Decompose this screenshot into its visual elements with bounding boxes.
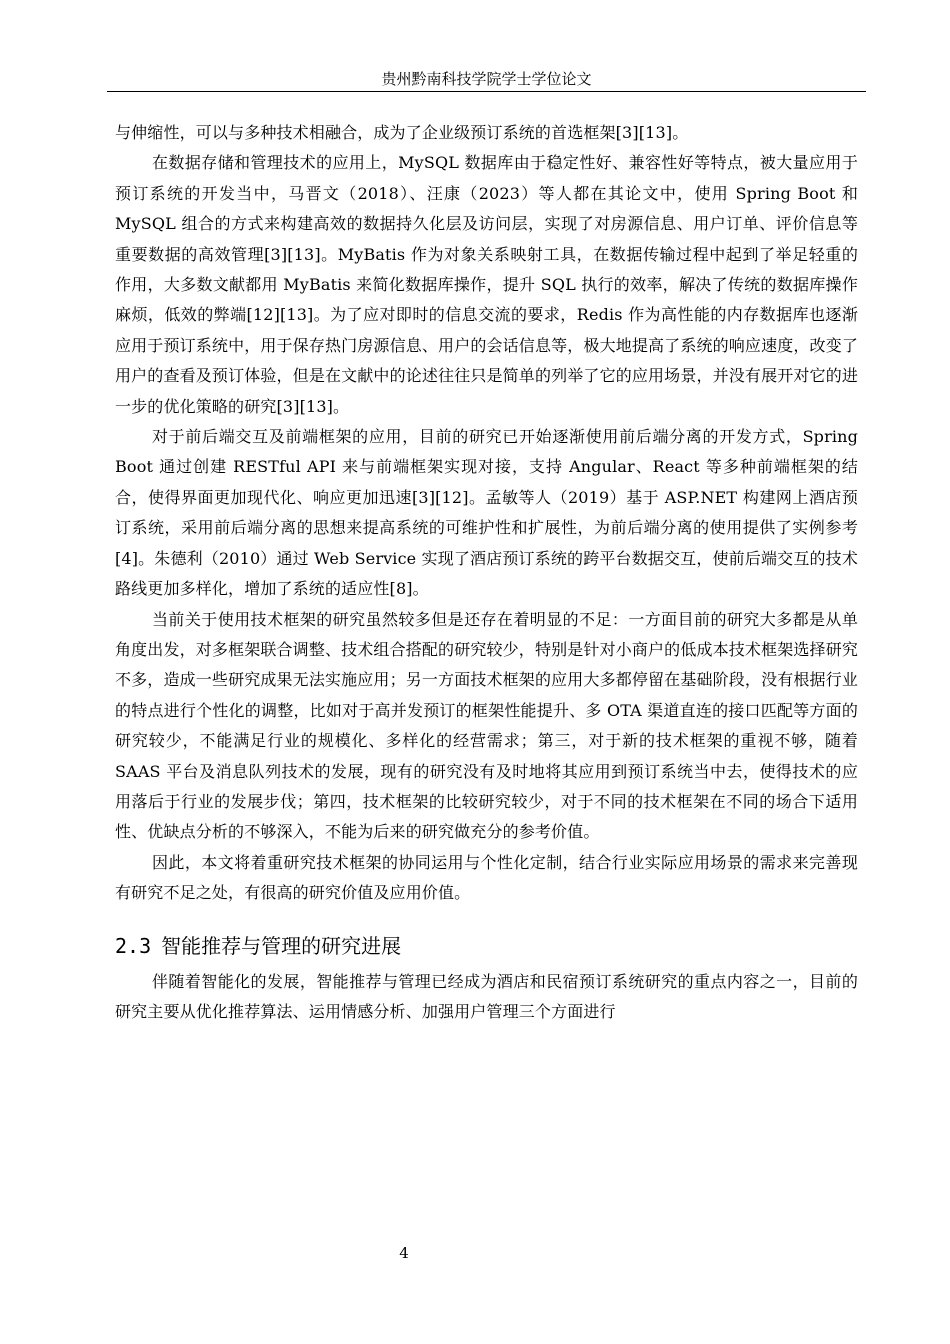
body-paragraph: 因此，本文将着重研究技术框架的协同运用与个性化定制，结合行业实际应用场景的需求来完善现有研究不足之处，有很高的研究价值及应用价值。 [115,852,858,903]
body-paragraph: 与伸缩性，可以与多种技术相融合，成为了企业级预订系统的首选框架[3][13]。 [115,123,689,142]
body-paragraph: 当前关于使用技术框架的研究虽然较多但是还存在着明显的不足：一方面目前的研究大多都是从单角度出发，对多框架联合调整、技术组合搭配的研究较少，特别是针对小商户的低成本技术框架选择研究不多，造成一些研究成果无法实施应用；另一方面技术框架的应用大多都停留在基础阶段，没有根据行业的特点进行个性化的调整，比如对于高并发预订的框架性能提升、多 OTA 渠道直连的接口匹配等方面的研究较少，不能满足行业的规模化、多样化的经营需求；第三，对于新的技术框架的重视不够，随着 SAAS 平台及消息队列技术的发展，现有的研究没有及时地将其应用到预订系统当中去，使得技术的应用落后于行业的发展步伐；第四，技术框架的比较研究较少，对于不同的技术框架在不同的场合下适用性、优缺点分析的不够深入，不能为后来的研究做充分的参考价值。 [115,609,858,842]
section-heading [115,909,858,967]
body-paragraph: 对于前后端交互及前端框架的应用，目前的研究已开始逐渐使用前后端分离的开发方式，Spring Boot 通过创建 RESTful API 来与前端框架实现对接，支持 Angular、React 等多种前端框架的结合，使得界面更加现代化、响应更加迅速[3][12]。孟敏等人（2019）基于 ASP.NET 构建网上酒店预订系统，采用前后端分离的思想来提高系统的可维护性和扩展性，为前后端分离的使用提供了实例参考[4]。朱德利（2010）通过 Web Service 实现了酒店预订系统的跨平台数据交互，使前后端交互的技术路线更加多样化，增加了系统的适应性[8]。 [115,427,858,599]
header-rule [107,91,866,92]
page-number: 4 [399,1244,409,1262]
page-body [115,118,858,1027]
section-number: 2.3 [115,933,152,958]
section-title: 智能推荐与管理的研究进展 [161,933,402,958]
page-header: 贵州黔南科技学院学士学位论文 [381,70,592,88]
section-paragraph: 伴随着智能化的发展，智能推荐与管理已经成为酒店和民宿预订系统研究的重点内容之一，目前的研究主要从优化推荐算法、运用情感分析、加强用户管理三个方面进行 [115,971,858,1021]
body-paragraph: 在数据存储和管理技术的应用上，MySQL 数据库由于稳定性好、兼容性好等特点，被大量应用于预订系统的开发当中，马晋文（2018）、汪康（2023）等人都在其论文中，使用 Spring Boot 和 MySQL 组合的方式来构建高效的数据持久化层及访问层，实现了对房源信息、用户订单、评价信息等重要数据的高效管理[3][13]。MyBatis 作为对象关系映射工具，在数据传输过程中起到了举足轻重的作用，大多数文献都用 MyBatis 来简化数据库操作，提升 SQL 执行的效率，解决了传统的数据库操作麻烦，低效的弊端[12][13]。为了应对即时的信息交流的要求，Redis 作为高性能的内存数据库也逐渐应用于预订系统中，用于保存热门房源信息、用户的会话信息等，极大地提高了系统的响应速度，改变了用户的查看及预订体验，但是在文献中的论述往往只是简单的列举了它的应用场景，并没有展开对它的进一步的优化策略的研究[3][13]。 [115,153,858,416]
